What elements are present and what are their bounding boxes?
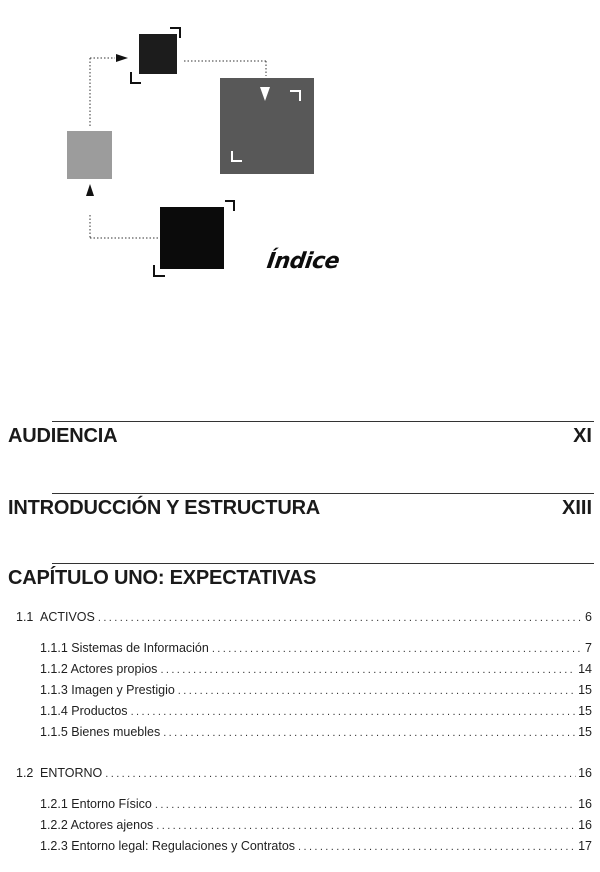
toc-label: 1.1.2 Actores propios [40, 662, 158, 676]
toc-page: 15 [578, 725, 592, 739]
section-title: INTRODUCCIÓN Y ESTRUCTURA [8, 497, 321, 519]
toc-page: 14 [578, 662, 592, 676]
toc-entry[interactable] [40, 683, 592, 697]
toc-label: 1.2.1 Entorno Físico [40, 797, 152, 811]
toc-page: 7 [585, 641, 592, 655]
toc-entry[interactable] [40, 839, 592, 853]
toc-page: 16 [578, 818, 592, 832]
toc-entry[interactable] [16, 610, 592, 624]
section-rule [52, 421, 594, 422]
section-title: AUDIENCIA [8, 425, 118, 447]
square-left [67, 131, 112, 179]
toc-page: 15 [578, 704, 592, 718]
section-rule [52, 563, 594, 564]
toc-page: 6 [585, 610, 592, 624]
toc-entry[interactable] [40, 641, 592, 655]
dot-leader [131, 706, 577, 718]
toc-page: 17 [578, 839, 592, 853]
toc-number: 1.2 [16, 766, 34, 780]
corner-bracket [225, 201, 234, 211]
section-page: XI [573, 425, 592, 447]
dot-leader [178, 685, 576, 697]
toc-page: 16 [578, 766, 592, 780]
arrow-right-icon [116, 54, 128, 62]
square-bottom [160, 207, 224, 269]
toc-entry[interactable] [40, 818, 592, 832]
square-top [139, 34, 177, 74]
toc-number: 1.1 [16, 610, 34, 624]
dot-leader [156, 820, 576, 832]
dot-leader [105, 768, 576, 780]
dot-leader [298, 841, 576, 853]
toc-page: 16 [578, 797, 592, 811]
toc-entry[interactable] [40, 662, 592, 676]
toc-label: 1.2.2 Actores ajenos [40, 818, 154, 832]
dot-leader [212, 643, 583, 655]
toc-label: ENTORNO [40, 766, 103, 780]
toc-page: 15 [578, 683, 592, 697]
toc-label: 1.1.1 Sistemas de Información [40, 641, 209, 655]
toc-label: 1.1.4 Productos [40, 704, 128, 718]
arrow-up-icon [86, 184, 94, 196]
index-title: Índice [265, 249, 341, 274]
toc-entry[interactable] [40, 725, 592, 739]
section-title: CAPÍTULO UNO: EXPECTATIVAS [8, 567, 317, 589]
toc-label: 1.1.5 Bienes muebles [40, 725, 161, 739]
toc-entry[interactable] [40, 704, 592, 718]
dot-leader [98, 612, 583, 624]
toc-entry[interactable] [16, 766, 592, 780]
section-rule [52, 493, 594, 494]
dot-leader [160, 664, 576, 676]
section-page: XIII [561, 497, 592, 519]
dot-leader [155, 799, 576, 811]
dot-leader [163, 727, 576, 739]
toc-label: 1.2.3 Entorno legal: Regulaciones y Contratos [40, 839, 296, 853]
toc-entry[interactable] [40, 797, 592, 811]
toc-label: ACTIVOS [40, 610, 95, 624]
toc-label: 1.1.3 Imagen y Prestigio [40, 683, 175, 697]
